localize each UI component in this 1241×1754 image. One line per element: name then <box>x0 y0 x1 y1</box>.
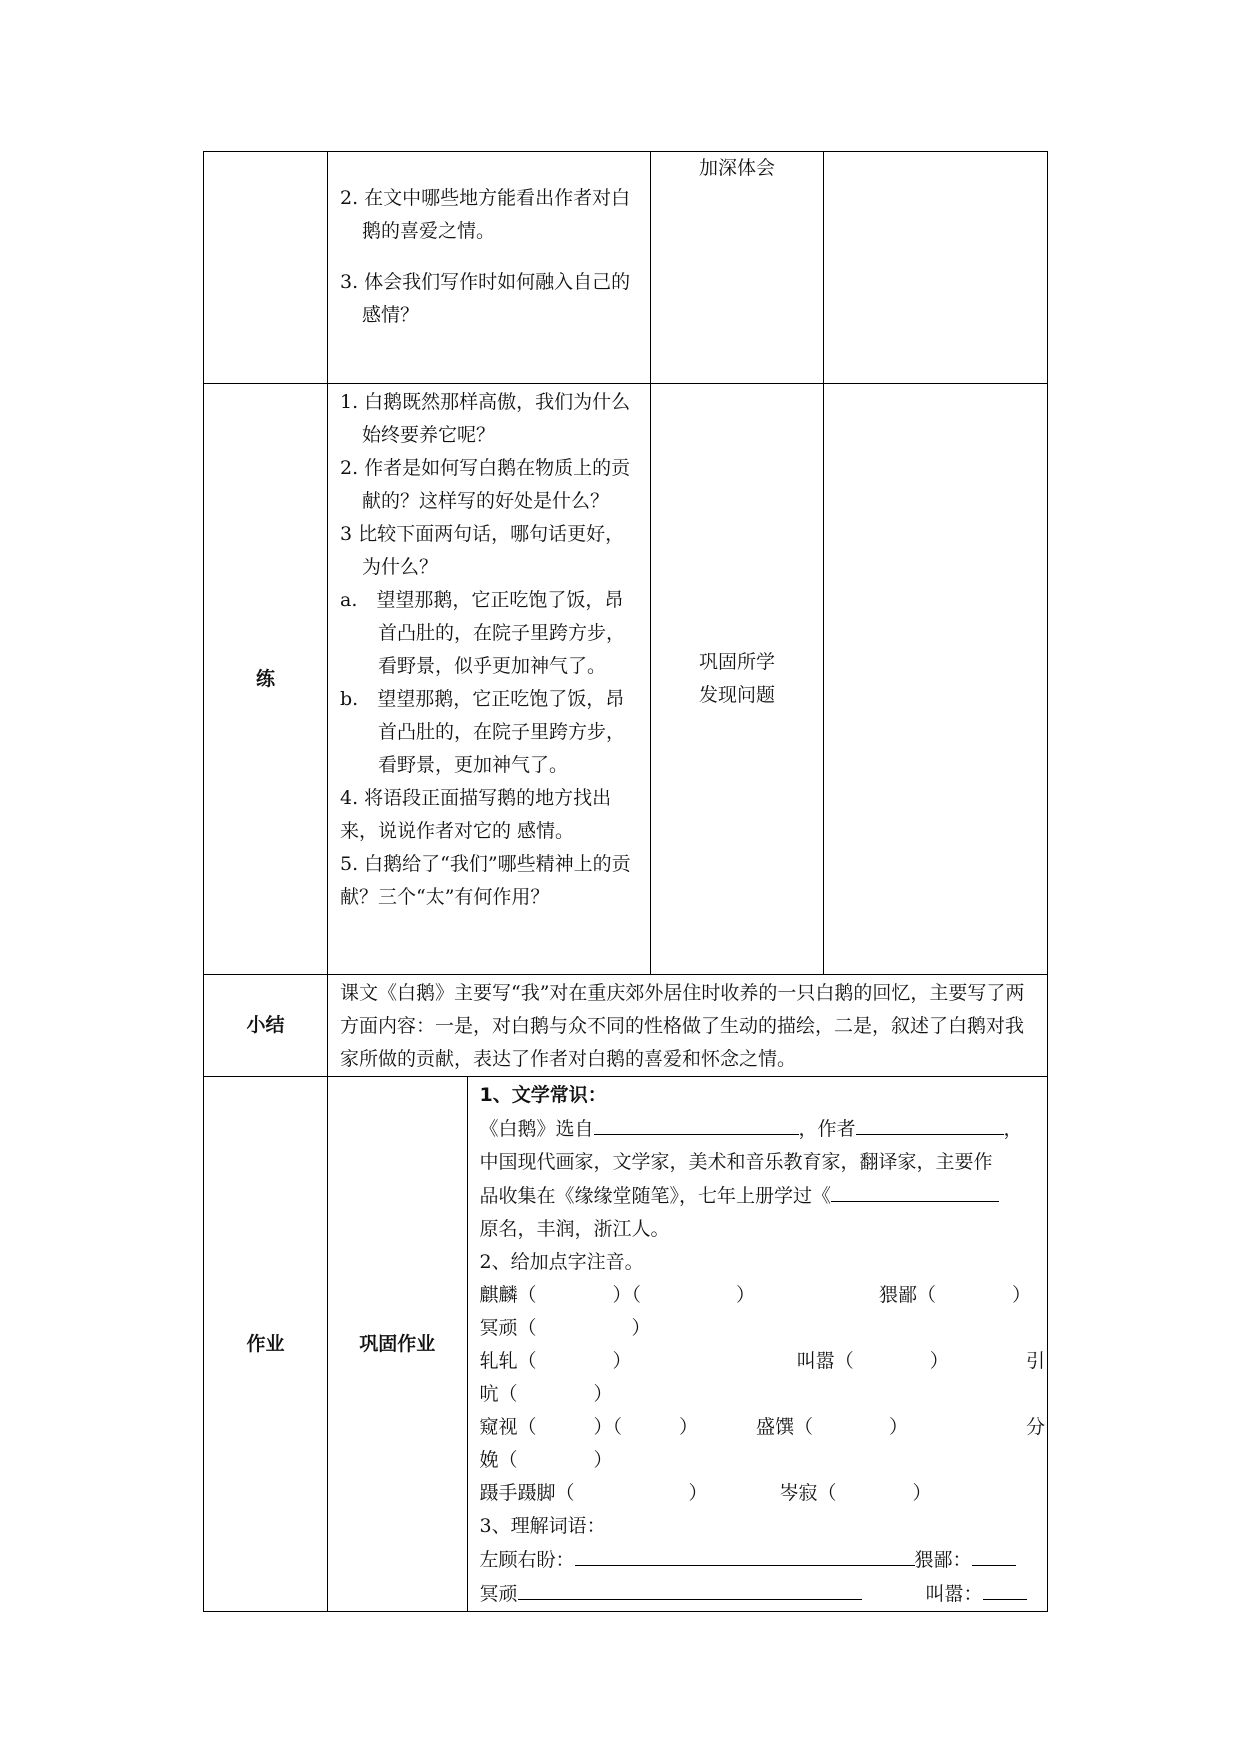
text: 冥顽 <box>479 1583 518 1605</box>
text: 窥视（ ）（ ） <box>479 1416 699 1438</box>
blank <box>575 1543 915 1566</box>
practice-questions-cell <box>328 384 651 975</box>
section-title: 1、文学常识： <box>479 1084 607 1106</box>
question-text: 3 比较下面两句话，哪句话更好，为什么？ <box>340 523 625 578</box>
homework-cell <box>328 1077 1048 1612</box>
text: 叫嚣（ ） <box>796 1350 949 1372</box>
blank <box>831 1179 999 1202</box>
section-title: 3、理解词语： <box>479 1515 606 1537</box>
pinyin-line <box>480 1345 1046 1378</box>
blank <box>983 1577 1027 1600</box>
purpose-text: 巩固所学 <box>698 651 775 673</box>
question-text: 3. 体会我们写作时如何融入自己的感情？ <box>340 271 631 326</box>
pinyin-line <box>480 1411 1046 1444</box>
question-text: 2. 作者是如何写白鹅在物质上的贡献的？这样写的好处是什么？ <box>340 457 631 512</box>
text: 蹑手蹑脚（ ） <box>479 1482 708 1504</box>
notes-cell <box>824 152 1048 384</box>
table-row <box>204 384 1048 975</box>
questions-cell <box>328 152 651 384</box>
text: ，作者 <box>798 1118 856 1140</box>
pinyin-line: 冥顽（ ） <box>479 1317 651 1339</box>
text: 盛馔（ ） <box>755 1416 908 1438</box>
text: 岑寂（ ） <box>779 1482 932 1504</box>
table-row <box>204 152 1048 384</box>
blank <box>518 1577 862 1600</box>
text: 叫嚣： <box>925 1583 983 1605</box>
text: 猥鄙： <box>914 1549 972 1571</box>
question-text: 4. 将语段正面描写鹅的地方找出来，说说作者对它的 感情。 <box>340 787 612 842</box>
text: 分 <box>1025 1416 1045 1438</box>
summary-cell <box>328 975 1048 1077</box>
pinyin-line <box>480 1477 1046 1510</box>
text: 猥鄙（ ） <box>878 1284 1031 1306</box>
purpose-text: 加深体会 <box>698 157 775 179</box>
body-text: 原名，丰润，浙江人。 <box>479 1218 670 1240</box>
body-text: 中国现代画家，文学家，美术和音乐教育家，翻译家，主要作 <box>479 1151 993 1173</box>
question-text: 5. 白鹅给了“我们”哪些精神上的贡献？三个“太”有何作用？ <box>340 853 631 908</box>
row-label-practice: 练 <box>204 384 328 975</box>
fill-line <box>480 1543 1046 1577</box>
notes-cell <box>824 384 1048 975</box>
table-row <box>204 1077 1048 1612</box>
pinyin-line: 吭（ ） <box>479 1383 613 1405</box>
section-title: 2、给加点字注音。 <box>479 1251 644 1273</box>
row-label-summary: 小结 <box>204 975 328 1077</box>
text: 品收集在《缘缘堂随笔》，七年上册学过《 <box>479 1185 832 1207</box>
purpose-text: 发现问题 <box>698 684 775 706</box>
fill-line <box>480 1112 1046 1146</box>
question-text: 1. 白鹅既然那样高傲，我们为什么始终要养它呢？ <box>340 391 631 446</box>
blank <box>972 1543 1016 1566</box>
homework-sub-label: 巩固作业 <box>328 1077 467 1611</box>
option-text: b. 望望那鹅，它正吃饱了饭，昂首凸肚的，在院子里跨方步，看野景，更加神气了。 <box>340 688 626 776</box>
text: 轧轧（ ） <box>479 1350 632 1372</box>
lesson-plan-table <box>203 151 1048 1612</box>
fill-line <box>480 1577 1046 1611</box>
row-label-cell <box>204 152 328 384</box>
text: 左顾右盼： <box>479 1549 575 1571</box>
blank <box>594 1112 799 1135</box>
table-row <box>204 975 1048 1077</box>
pinyin-line <box>480 1279 1046 1312</box>
blank <box>856 1112 1004 1135</box>
pinyin-line: 娩（ ） <box>479 1449 613 1471</box>
option-text: a. 望望那鹅，它正吃饱了饭，昂首凸肚的，在院子里跨方步，看野景，似乎更加神气了。 <box>340 589 626 677</box>
summary-text: 课文《白鹅》主要写“我”对在重庆郊外居住时收养的一只白鹅的回忆，主要写了两方面内容：一是，对白鹅与众不同的性格做了生动的描绘，二是，叙述了白鹅对我家所做的贡献，表达了作者对白鹅的喜爱和怀念之情。 <box>340 982 1025 1070</box>
question-text: 2. 在文中哪些地方能看出作者对白鹅的喜爱之情。 <box>340 187 631 242</box>
homework-content <box>467 1077 1047 1611</box>
fill-line <box>480 1179 1046 1213</box>
text: 麒麟（ ）（ ） <box>479 1284 756 1306</box>
text: ， <box>1003 1118 1023 1140</box>
purpose-cell <box>651 384 824 975</box>
row-label-homework: 作业 <box>204 1077 328 1612</box>
purpose-cell <box>651 152 824 384</box>
text: 《白鹅》选自 <box>479 1118 594 1140</box>
text: 引 <box>1025 1350 1045 1372</box>
